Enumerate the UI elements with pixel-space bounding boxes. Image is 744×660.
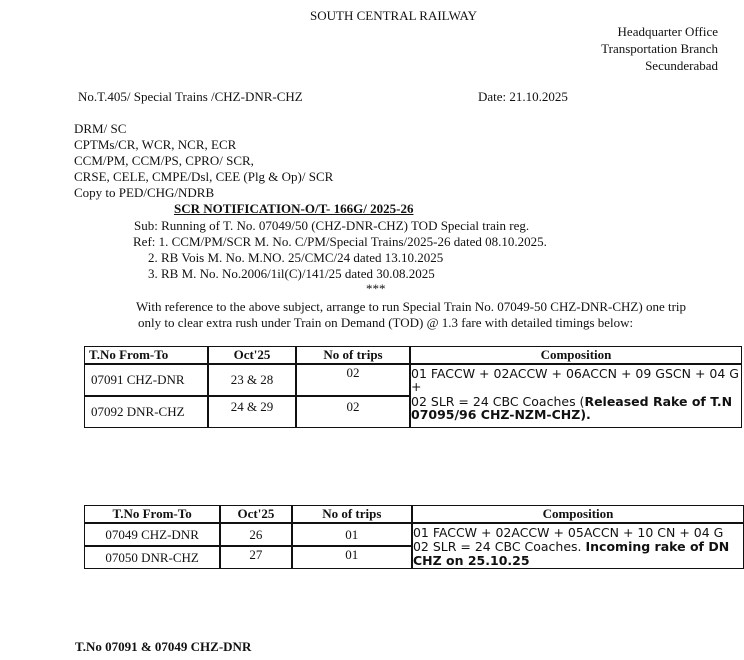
column-header: Oct'25 <box>220 505 291 523</box>
table-row <box>84 523 744 546</box>
reference-item: 2. RB Vois M. No. M.NO. 25/CMC/24 dated 13.10.2025 <box>148 250 444 265</box>
dates-cell: 23 & 28 <box>208 364 296 396</box>
office-line: Headquarter Office <box>617 24 718 39</box>
reference-item: Ref: 1. CCM/PM/SCR M. No. C/PM/Special Trains/2025-26 dated 08.10.2025. <box>133 234 547 249</box>
schedule-table-2 <box>84 505 744 569</box>
composition-line: + <box>411 379 422 394</box>
column-header: T.No From-To <box>84 346 208 364</box>
composition-line: CHZ on 25.10.25 <box>412 553 530 568</box>
composition-text: 02 SLR = 24 CBC Coaches. <box>412 539 586 554</box>
office-line: Transportation Branch <box>601 41 718 56</box>
composition-line <box>413 540 743 554</box>
addressee: DRM/ SC <box>74 121 127 136</box>
composition-cell <box>410 364 742 428</box>
dates-cell: 27 <box>220 546 291 569</box>
addressee: CRSE, CELE, CMPE/Dsl, CEE (Plg & Op)/ SCR <box>74 169 334 184</box>
table-row <box>84 364 742 396</box>
composition-bold-text: Incoming rake of DN <box>585 539 730 554</box>
trips-cell: 02 <box>296 396 410 428</box>
composition-text: 02 SLR = 24 CBC Coaches ( <box>411 394 585 409</box>
composition-line: 01 FACCW + 02ACCW + 05ACCN + 10 CN + 04 G <box>412 525 724 540</box>
addressee: Copy to PED/CHG/NDRB <box>74 185 215 200</box>
schedule-table-1 <box>84 346 742 428</box>
addressee: CCM/PM, CCM/PS, CPRO/ SCR, <box>74 153 254 168</box>
column-header: No of trips <box>296 346 410 364</box>
separator-stars: *** <box>366 281 386 296</box>
column-header: Oct'25 <box>208 346 296 364</box>
document-date: Date: 21.10.2025 <box>478 89 568 104</box>
body-paragraph-line: With reference to the above subject, arrange to run Special Train No. 07049-50 CHZ-DNR-CHZ) one trip <box>136 299 687 314</box>
office-line: Secunderabad <box>645 58 718 73</box>
organization-name: SOUTH CENTRAL RAILWAY <box>310 8 478 23</box>
trips-cell: 01 <box>292 546 412 569</box>
table-header-row <box>84 505 744 523</box>
subject-line: Sub: Running of T. No. 07049/50 (CHZ-DNR-CHZ) TOD Special train reg. <box>134 218 530 233</box>
column-header: Composition <box>412 505 744 523</box>
column-header: No of trips <box>292 505 412 523</box>
train-cell: 07049 CHZ-DNR <box>84 523 220 546</box>
notification-title: SCR NOTIFICATION-O/T- 166G/ 2025-26 <box>174 201 414 216</box>
composition-bold-text: Released Rake of T.N <box>584 394 733 409</box>
train-cell: 07050 DNR-CHZ <box>84 546 220 569</box>
train-cell: 07092 DNR-CHZ <box>84 396 208 428</box>
dates-cell: 26 <box>220 523 291 546</box>
composition-line: 01 FACCW + 02ACCW + 06ACCN + 09 GSCN + 04 G <box>411 366 739 381</box>
train-cell: 07091 CHZ-DNR <box>84 364 208 396</box>
composition-line: 07095/96 CHZ-NZM-CHZ). <box>411 407 591 421</box>
office-block <box>601 24 718 74</box>
trips-cell: 02 <box>296 364 410 396</box>
reference-number: No.T.405/ Special Trains /CHZ-DNR-CHZ <box>78 89 303 104</box>
column-header: T.No From-To <box>84 505 220 523</box>
reference-item: 3. RB M. No. No.2006/1il(C)/141/25 dated 30.08.2025 <box>148 266 435 281</box>
section-heading: T.No 07091 & 07049 CHZ-DNR <box>75 639 252 654</box>
dates-cell: 24 & 29 <box>208 396 296 428</box>
trips-cell: 01 <box>292 523 412 546</box>
body-paragraph-line: only to clear extra rush under Train on Demand (TOD) @ 1.3 fare with detailed timings below: <box>138 315 634 330</box>
composition-cell <box>412 523 744 569</box>
table-header-row <box>84 346 742 364</box>
addressee: CPTMs/CR, WCR, NCR, ECR <box>74 137 237 152</box>
addressee-list <box>74 121 333 201</box>
column-header: Composition <box>410 346 742 364</box>
